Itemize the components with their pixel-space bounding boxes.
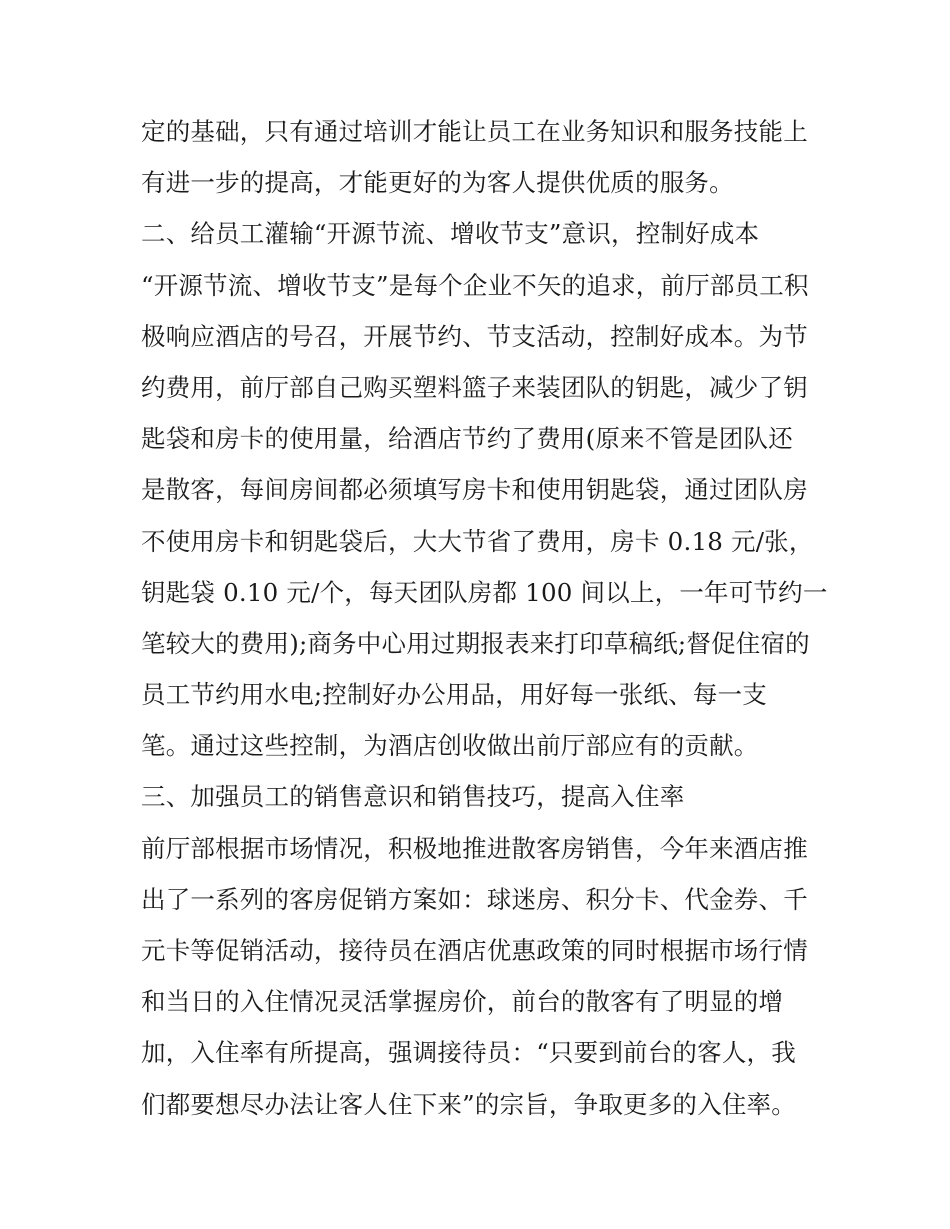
document-body <box>141 106 828 1130</box>
text-line: 前厅部根据市场情况，积极地推进散客房销售，今年来酒店推 <box>141 833 808 863</box>
text-line: 笔。通过这些控制，为酒店创收做出前厅部应有的贡献。 <box>141 731 759 761</box>
text-line: 员工节约用水电;控制好办公用品，用好每一张纸、每一支 <box>141 680 767 710</box>
text-line: 定的基础，只有通过培训才能让员工在业务知识和服务技能上 <box>141 117 808 146</box>
section-heading: 三、加强员工的销售意识和销售技巧，提高入住率 <box>141 782 685 812</box>
text-line: “开源节流、增收节支”是每个企业不矢的追求，前厅部员工积 <box>141 270 809 300</box>
section-heading: 二、给员工灌输“开源节流、增收节支”意识，控制好成本 <box>141 219 760 249</box>
text-line: 极响应酒店的号召，开展节约、节支活动，控制好成本。为节 <box>141 321 808 351</box>
text-line: 加，入住率有所提高，强调接待员：“只要到前台的客人，我 <box>141 1038 796 1068</box>
text-line: 匙袋和房卡的使用量，给酒店节约了费用(原来不管是团队还 <box>141 424 793 454</box>
text-line: 约费用，前厅部自己购买塑料篮子来装团队的钥匙，减少了钥 <box>141 372 808 402</box>
text-line: 不使用房卡和钥匙袋后，大大节省了费用，房卡 0.18 元/张， <box>141 526 814 556</box>
text-line: 是散客，每间房间都必须填写房卡和使用钥匙袋，通过团队房 <box>141 475 808 505</box>
text-line: 钥匙袋 0.10 元/个，每天团队房都 100 间以上，一年可节约一 <box>141 577 828 607</box>
text-line: 有进一步的提高，才能更好的为客人提供优质的服务。 <box>141 168 734 198</box>
text-line: 元卡等促销活动，接待员在酒店优惠政策的同时根据市场行情 <box>141 936 808 965</box>
text-line: 出了一系列的客房促销方案如：球迷房、积分卡、代金券、千 <box>141 884 808 914</box>
text-line: 和当日的入住情况灵活掌握房价，前台的散客有了明显的增 <box>141 987 784 1017</box>
text-line: 笔较大的费用);商务中心用过期报表来打印草稿纸;督促住宿的 <box>141 628 810 658</box>
text-line: 们都要想尽办法让客人住下来”的宗旨，争取更多的入住率。 <box>141 1089 796 1119</box>
